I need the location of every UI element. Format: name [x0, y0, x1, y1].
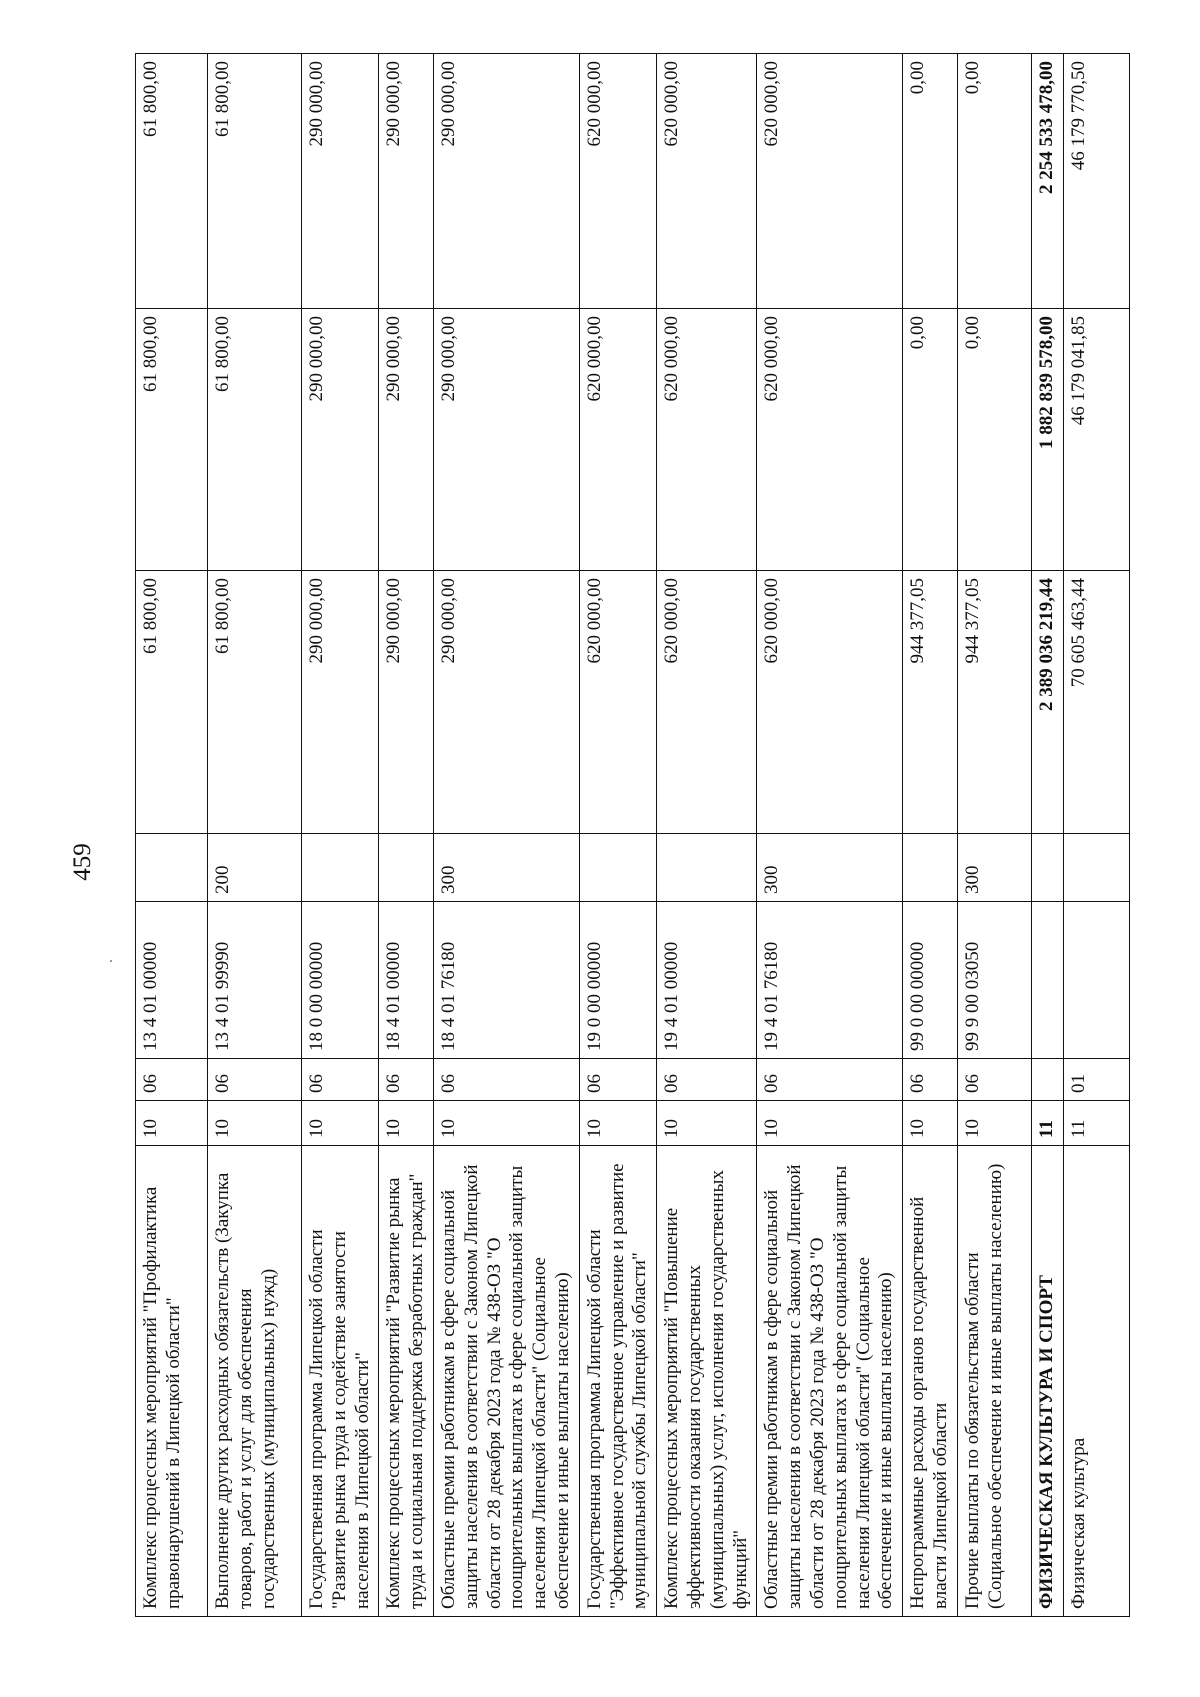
scan-artifact: [110, 960, 112, 962]
row-name: Комплекс процессных мероприятий "Повышение эффективности оказания государственных (муниципальных) услуг, исполнения государственных функций": [657, 1146, 757, 1617]
row-csr: 18 4 01 00000: [379, 902, 434, 1059]
row-csr: 19 4 01 76180: [757, 902, 903, 1059]
table-row: [208, 54, 302, 1617]
row-vr: 300: [433, 834, 579, 902]
row-razdel: 11: [1063, 1101, 1129, 1146]
table-row: [579, 54, 656, 1617]
row-vr: [302, 834, 379, 902]
row-name: Комплекс процессных мероприятий "Профилактика правонарушений в Липецкой области": [136, 1146, 208, 1617]
row-sum-2: 620 000,00: [579, 309, 656, 571]
row-vr: [1063, 834, 1129, 902]
row-vr: [579, 834, 656, 902]
row-csr: 19 0 00 00000: [579, 902, 656, 1059]
row-razdel: 10: [379, 1101, 434, 1146]
row-name: Комплекс процессных мероприятий "Развитие рынка труда и социальная поддержка безработных граждан": [379, 1146, 434, 1617]
table-row: [757, 54, 903, 1617]
row-vr: 300: [757, 834, 903, 902]
budget-table: [135, 53, 1130, 1617]
table-row: [136, 54, 208, 1617]
row-csr: [1063, 902, 1129, 1059]
row-sum-3: 0,00: [903, 54, 958, 309]
row-sum-1: 61 800,00: [136, 571, 208, 834]
row-vr: [1031, 834, 1063, 902]
row-razdel: 10: [302, 1101, 379, 1146]
row-vr: 200: [208, 834, 302, 902]
row-csr: 18 4 01 76180: [433, 902, 579, 1059]
row-razdel: 10: [433, 1101, 579, 1146]
row-podrazdel: 06: [657, 1059, 757, 1101]
row-podrazdel: 06: [757, 1059, 903, 1101]
row-sum-3: 0,00: [957, 54, 1031, 309]
row-sum-1: 620 000,00: [579, 571, 656, 834]
row-csr: 13 4 01 00000: [136, 902, 208, 1059]
row-name: Областные премии работникам в сфере социальной защиты населения в соответствии с Законом Липецкой области от 28 декабря 2023 года № 438-ОЗ "О поощрительных выплатах в сфере социальной защиты населения Липецкой области" (Социальное обеспечение и иные выплаты населению): [433, 1146, 579, 1617]
row-sum-3: 620 000,00: [579, 54, 656, 309]
row-sum-1: 290 000,00: [433, 571, 579, 834]
row-name: Выполнение других расходных обязательств (Закупка товаров, работ и услуг для обеспечения государственных (муниципальных) нужд): [208, 1146, 302, 1617]
row-sum-3: 61 800,00: [136, 54, 208, 309]
row-vr: [657, 834, 757, 902]
row-sum-2: 0,00: [957, 309, 1031, 571]
row-podrazdel: 06: [433, 1059, 579, 1101]
row-csr: 99 0 00 00000: [903, 902, 958, 1059]
row-podrazdel: 06: [136, 1059, 208, 1101]
row-vr: [136, 834, 208, 902]
row-name: ФИЗИЧЕСКАЯ КУЛЬТУРА И СПОРТ: [1031, 1146, 1063, 1617]
rotated-page: [135, 54, 1100, 1617]
row-sum-2: 61 800,00: [208, 309, 302, 571]
row-razdel: 10: [957, 1101, 1031, 1146]
table-row: [657, 54, 757, 1617]
row-name: Государственная программа Липецкой области "Эффективное государственное управление и развитие муниципальной службы Липецкой области": [579, 1146, 656, 1617]
row-sum-2: 290 000,00: [379, 309, 434, 571]
row-podrazdel: 06: [957, 1059, 1031, 1101]
row-razdel: 10: [757, 1101, 903, 1146]
table-row: [903, 54, 958, 1617]
row-podrazdel: [1031, 1059, 1063, 1101]
row-podrazdel: 06: [379, 1059, 434, 1101]
row-podrazdel: 06: [208, 1059, 302, 1101]
row-sum-3: 46 179 770,50: [1063, 54, 1129, 309]
row-razdel: 10: [579, 1101, 656, 1146]
row-sum-1: 944 377,05: [957, 571, 1031, 834]
row-sum-1: 70 605 463,44: [1063, 571, 1129, 834]
page-number-text: 459: [69, 843, 96, 881]
row-sum-1: 290 000,00: [302, 571, 379, 834]
row-sum-2: 290 000,00: [302, 309, 379, 571]
row-razdel: 10: [657, 1101, 757, 1146]
row-sum-3: 290 000,00: [379, 54, 434, 309]
table-row: [433, 54, 579, 1617]
row-csr: [1031, 902, 1063, 1059]
row-sum-3: 2 254 533 478,00: [1031, 54, 1063, 309]
row-name: Прочие выплаты по обязательствам области (Социальное обеспечение и иные выплаты населению): [957, 1146, 1031, 1617]
row-sum-2: 0,00: [903, 309, 958, 571]
table-row: [379, 54, 434, 1617]
row-csr: 99 9 00 03050: [957, 902, 1031, 1059]
row-name: Непрограммные расходы органов государственной власти Липецкой области: [903, 1146, 958, 1617]
row-sum-2: 46 179 041,85: [1063, 309, 1129, 571]
row-csr: 13 4 01 99990: [208, 902, 302, 1059]
row-podrazdel: 01: [1063, 1059, 1129, 1101]
row-sum-2: 1 882 839 578,00: [1031, 309, 1063, 571]
row-sum-2: 61 800,00: [136, 309, 208, 571]
row-podrazdel: 06: [302, 1059, 379, 1101]
row-name: Областные премии работникам в сфере социальной защиты населения в соответствии с Законом Липецкой области от 28 декабря 2023 года № 438-ОЗ "О поощрительных выплатах в сфере социальной защиты населения Липецкой области" (Социальное обеспечение и иные выплаты населению): [757, 1146, 903, 1617]
row-sum-1: 944 377,05: [903, 571, 958, 834]
row-csr: 19 4 01 00000: [657, 902, 757, 1059]
row-vr: [379, 834, 434, 902]
row-sum-1: 620 000,00: [757, 571, 903, 834]
table-row: [1063, 54, 1129, 1617]
row-sum-2: 620 000,00: [757, 309, 903, 571]
row-razdel: 10: [208, 1101, 302, 1146]
table-row-section: [1031, 54, 1063, 1617]
row-razdel: 10: [903, 1101, 958, 1146]
row-podrazdel: 06: [579, 1059, 656, 1101]
row-sum-3: 620 000,00: [657, 54, 757, 309]
row-vr: 300: [957, 834, 1031, 902]
row-csr: 18 0 00 00000: [302, 902, 379, 1059]
row-sum-1: 290 000,00: [379, 571, 434, 834]
row-razdel: 11: [1031, 1101, 1063, 1146]
row-name: Физическая культура: [1063, 1146, 1129, 1617]
row-podrazdel: 06: [903, 1059, 958, 1101]
table-row: [957, 54, 1031, 1617]
row-sum-1: 620 000,00: [657, 571, 757, 834]
page-number: [68, 822, 98, 902]
row-sum-3: 61 800,00: [208, 54, 302, 309]
row-sum-1: 61 800,00: [208, 571, 302, 834]
row-vr: [903, 834, 958, 902]
row-sum-2: 620 000,00: [657, 309, 757, 571]
row-sum-3: 290 000,00: [302, 54, 379, 309]
table-row: [302, 54, 379, 1617]
row-razdel: 10: [136, 1101, 208, 1146]
row-sum-2: 290 000,00: [433, 309, 579, 571]
row-sum-1: 2 389 036 219,44: [1031, 571, 1063, 834]
row-sum-3: 290 000,00: [433, 54, 579, 309]
row-sum-3: 620 000,00: [757, 54, 903, 309]
row-name: Государственная программа Липецкой области "Развитие рынка труда и содействие занятости населения в Липецкой области": [302, 1146, 379, 1617]
